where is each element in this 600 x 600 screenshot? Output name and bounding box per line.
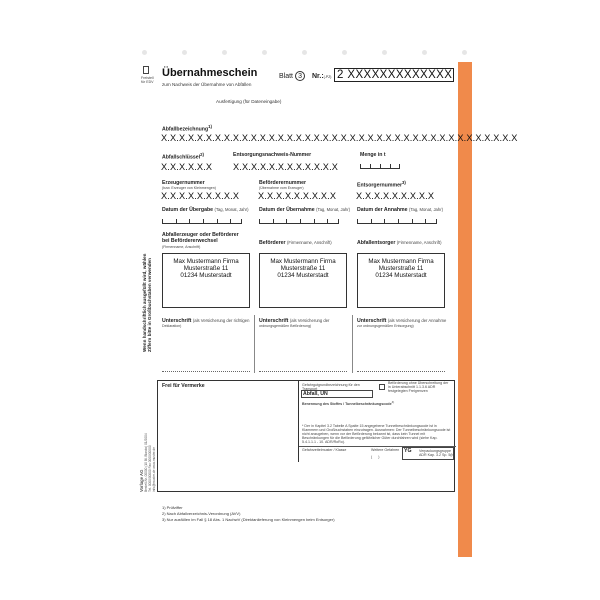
signature-entsorger-label: Unterschrift (als Versicherung der Annahme: [357, 318, 447, 324]
dg-field-1: Abfall, UN: [303, 391, 328, 397]
punch-hole: [382, 50, 387, 55]
abfallerzeuger-note: (Firmenname, Anschrift): [162, 245, 201, 249]
footnote-2: 2) Nach Abfallverzeichnis-Verordnung (AVV): [162, 511, 241, 516]
punch-hole: [222, 50, 227, 55]
punch-hole: [342, 50, 347, 55]
dg-note: * Der in Kapitel 3.2 Tabelle A Spalte 15 angegebene Tunnelbeschränkungscode ist in Klammern und Großbuchstaben einzutragen. Ausnahmen: Der Tunnelbeschränkungscode ist nicht anzugeben, wenn vor der Beförderung bekannt ist, dass kein Tunnel mit Beschränkungen für die Beförderung gefährlicher Güter durchfahren wird (siehe Kap. 5.4.1.1.1 - 10. ADR/RoRo).: [302, 424, 451, 444]
dg-code-note: Verpackungsgruppe ADR Kap. 3.2 Sp. 5(b): [419, 449, 455, 457]
erzeugernummer-field[interactable]: X.X.X.X.X.X.X.X.X: [161, 191, 240, 201]
abfallerzeuger-label: Abfallerzeuger oder Beförderer bei Befördererwechsel: [162, 232, 239, 244]
erzeugernummer-note: (bzw. Erzeuger von Kleinmengen): [162, 186, 216, 190]
publisher-info: Vorlage AG Bestell-Nr. 00000 (10 Bl. Blanko) 01/2004 Tel. 0000/00000 Fax 0000/00000 info@muster.de www.muster.de: [139, 433, 156, 492]
signature-befoerderer-note: ordnungsgemäßen Beförderung): [259, 324, 312, 328]
datum-uebergabe-label: Datum der Übergabe (Tag, Monat, Jahr): [162, 207, 249, 213]
entsorgungsnachweis-field[interactable]: X.X.X.X.X.X.X.X.X.X.X.X: [233, 162, 339, 172]
dangerous-goods-panel: [298, 380, 455, 462]
signature-line-erzeuger[interactable]: [162, 371, 250, 372]
dg-freigrenze-checkbox[interactable]: [379, 384, 385, 390]
company-name: Max Mustermann Firma: [270, 258, 336, 265]
column-divider: [352, 315, 353, 373]
erzeugernummer-label: Erzeugernummer: [162, 180, 205, 186]
frei-fuer-vermerke-label: Frei für Vermerke: [162, 383, 205, 389]
datum-annahme-field[interactable]: [357, 216, 437, 224]
signature-befoerderer-label: Unterschrift (als Versicherung der: [259, 318, 330, 324]
signature-line-entsorger[interactable]: [357, 371, 445, 372]
punch-hole: [462, 50, 467, 55]
signature-erzeuger-label: Unterschrift (als Versicherung der richtigen: [162, 318, 250, 324]
datum-uebernahme-field[interactable]: [259, 216, 339, 224]
punch-hole: [142, 50, 147, 55]
abfallbezeichnung-label: Abfallbezeichnung$^{1)}$: [162, 124, 212, 133]
page-subtitle: zum Nachweis der Übernahme von Abfällen: [162, 82, 252, 87]
company-city: 01234 Musterstadt: [180, 272, 232, 279]
signature-entsorger-note: zur ordnungsgemäßen Entsorgung): [357, 324, 414, 328]
menge-field[interactable]: [360, 161, 400, 169]
document-number-field[interactable]: 2 XXXXXXXXXXXXX: [334, 68, 454, 82]
punch-hole: [422, 50, 427, 55]
address-box-befoerderer[interactable]: [259, 253, 347, 308]
footnote-3: 3) Nur ausfüllen im Fall § 18 Abs. 1 NachwV (Direktanlieferung von Kleinmengen beim Entsorger): [162, 517, 335, 522]
sheet-number-circle: 3: [295, 71, 305, 81]
abfallentsorger-label: Abfallentsorger (Firmenname, Anschrift): [357, 240, 442, 246]
dg-packing-bracket: ( ): [371, 455, 380, 459]
handwriting-instructions: Wenn handschriftlich ausgefüllt wird, wählen Ziffern bitte in Großbuchstaben verwenden: [142, 253, 153, 352]
company-street: Musterstraße 11: [183, 265, 229, 272]
entsorgernummer-field[interactable]: X.X.X.X.X.X.X.X.X: [356, 191, 435, 201]
company-name: Max Mustermann Firma: [368, 258, 434, 265]
abfallschluessel-label: Abfallschlüssel$^{2)}$: [162, 152, 204, 161]
befoerderer-label: Beförderer (Firmenname, Anschrift): [259, 240, 332, 246]
befoerderernummer-field[interactable]: X.X.X.X.X.X.X.X.X: [258, 191, 337, 201]
dg-header-2: Beförderung ohne Überschreitung der in Unterabschnitt 1.1.3.6 ADR festgelegten Freigrenzen: [388, 381, 449, 393]
ausfertigung-label: Ausfertigung (für Dateneingabe): [216, 99, 282, 104]
footnote-1: 1) Prüfziffer: [162, 505, 183, 510]
datum-uebernahme-label: Datum der Übernahme (Tag, Monat, Jahr): [259, 207, 351, 213]
edv-label: Freistell für EDV: [141, 76, 154, 84]
sheet-number: Blatt 3: [279, 71, 305, 81]
punch-hole: [182, 50, 187, 55]
abfallbezeichnung-field[interactable]: X.X.X.X.X.X.X.X.X.X.X.X.X.X.X.X.X.X.X.X.X.X.X.X.X.X.X.X.X.X.X.X.X.X.X.X.X.X.X.X: [161, 133, 518, 143]
address-box-erzeuger[interactable]: [162, 253, 250, 308]
dg-packing-label: Weitere Gefahren: [371, 448, 400, 452]
company-city: 01234 Musterstadt: [277, 272, 329, 279]
entsorgungsnachweis-label: Entsorgungsnachweis-Nummer: [233, 152, 312, 158]
company-street: Musterstraße 11: [280, 265, 326, 272]
company-city: 01234 Musterstadt: [375, 272, 427, 279]
signature-erzeuger-note: Deklaration): [162, 324, 182, 328]
dg-class-label: Gefahrzettelmuster / Klasse: [302, 448, 347, 452]
dg-header-3: Benennung des Stoffes / Tunnelbeschränkungscode$^{4)}$: [302, 400, 395, 407]
befoerderernummer-label: Beförderernummer: [259, 180, 306, 186]
entsorgernummer-label: Entsorgernummer$^{3)}$: [357, 180, 406, 189]
company-name: Max Mustermann Firma: [173, 258, 239, 265]
befoerderernummer-note: (Übernahme vom Erzeuger): [259, 186, 304, 190]
page-title: Übernahmeschein: [162, 67, 258, 79]
column-divider: [254, 315, 255, 373]
punch-hole: [302, 50, 307, 55]
dg-header-1: Gefahrgutgrundbezeichnung für den Transport: [302, 383, 360, 391]
nr-label: Nr.:(-PZ): [312, 73, 332, 80]
dg-code: YG: [404, 448, 412, 454]
datum-annahme-label: Datum der Annahme (Tag, Monat, Jahr): [357, 207, 443, 213]
document-icon: [143, 66, 149, 74]
address-box-entsorger[interactable]: [357, 253, 445, 308]
signature-line-befoerderer[interactable]: [259, 371, 347, 372]
abfallschluessel-field[interactable]: X.X.X.X.X.X: [161, 162, 213, 172]
company-street: Musterstraße 11: [378, 265, 424, 272]
datum-uebergabe-field[interactable]: [162, 216, 242, 224]
menge-label: Menge in t: [360, 152, 386, 158]
punch-hole: [262, 50, 267, 55]
